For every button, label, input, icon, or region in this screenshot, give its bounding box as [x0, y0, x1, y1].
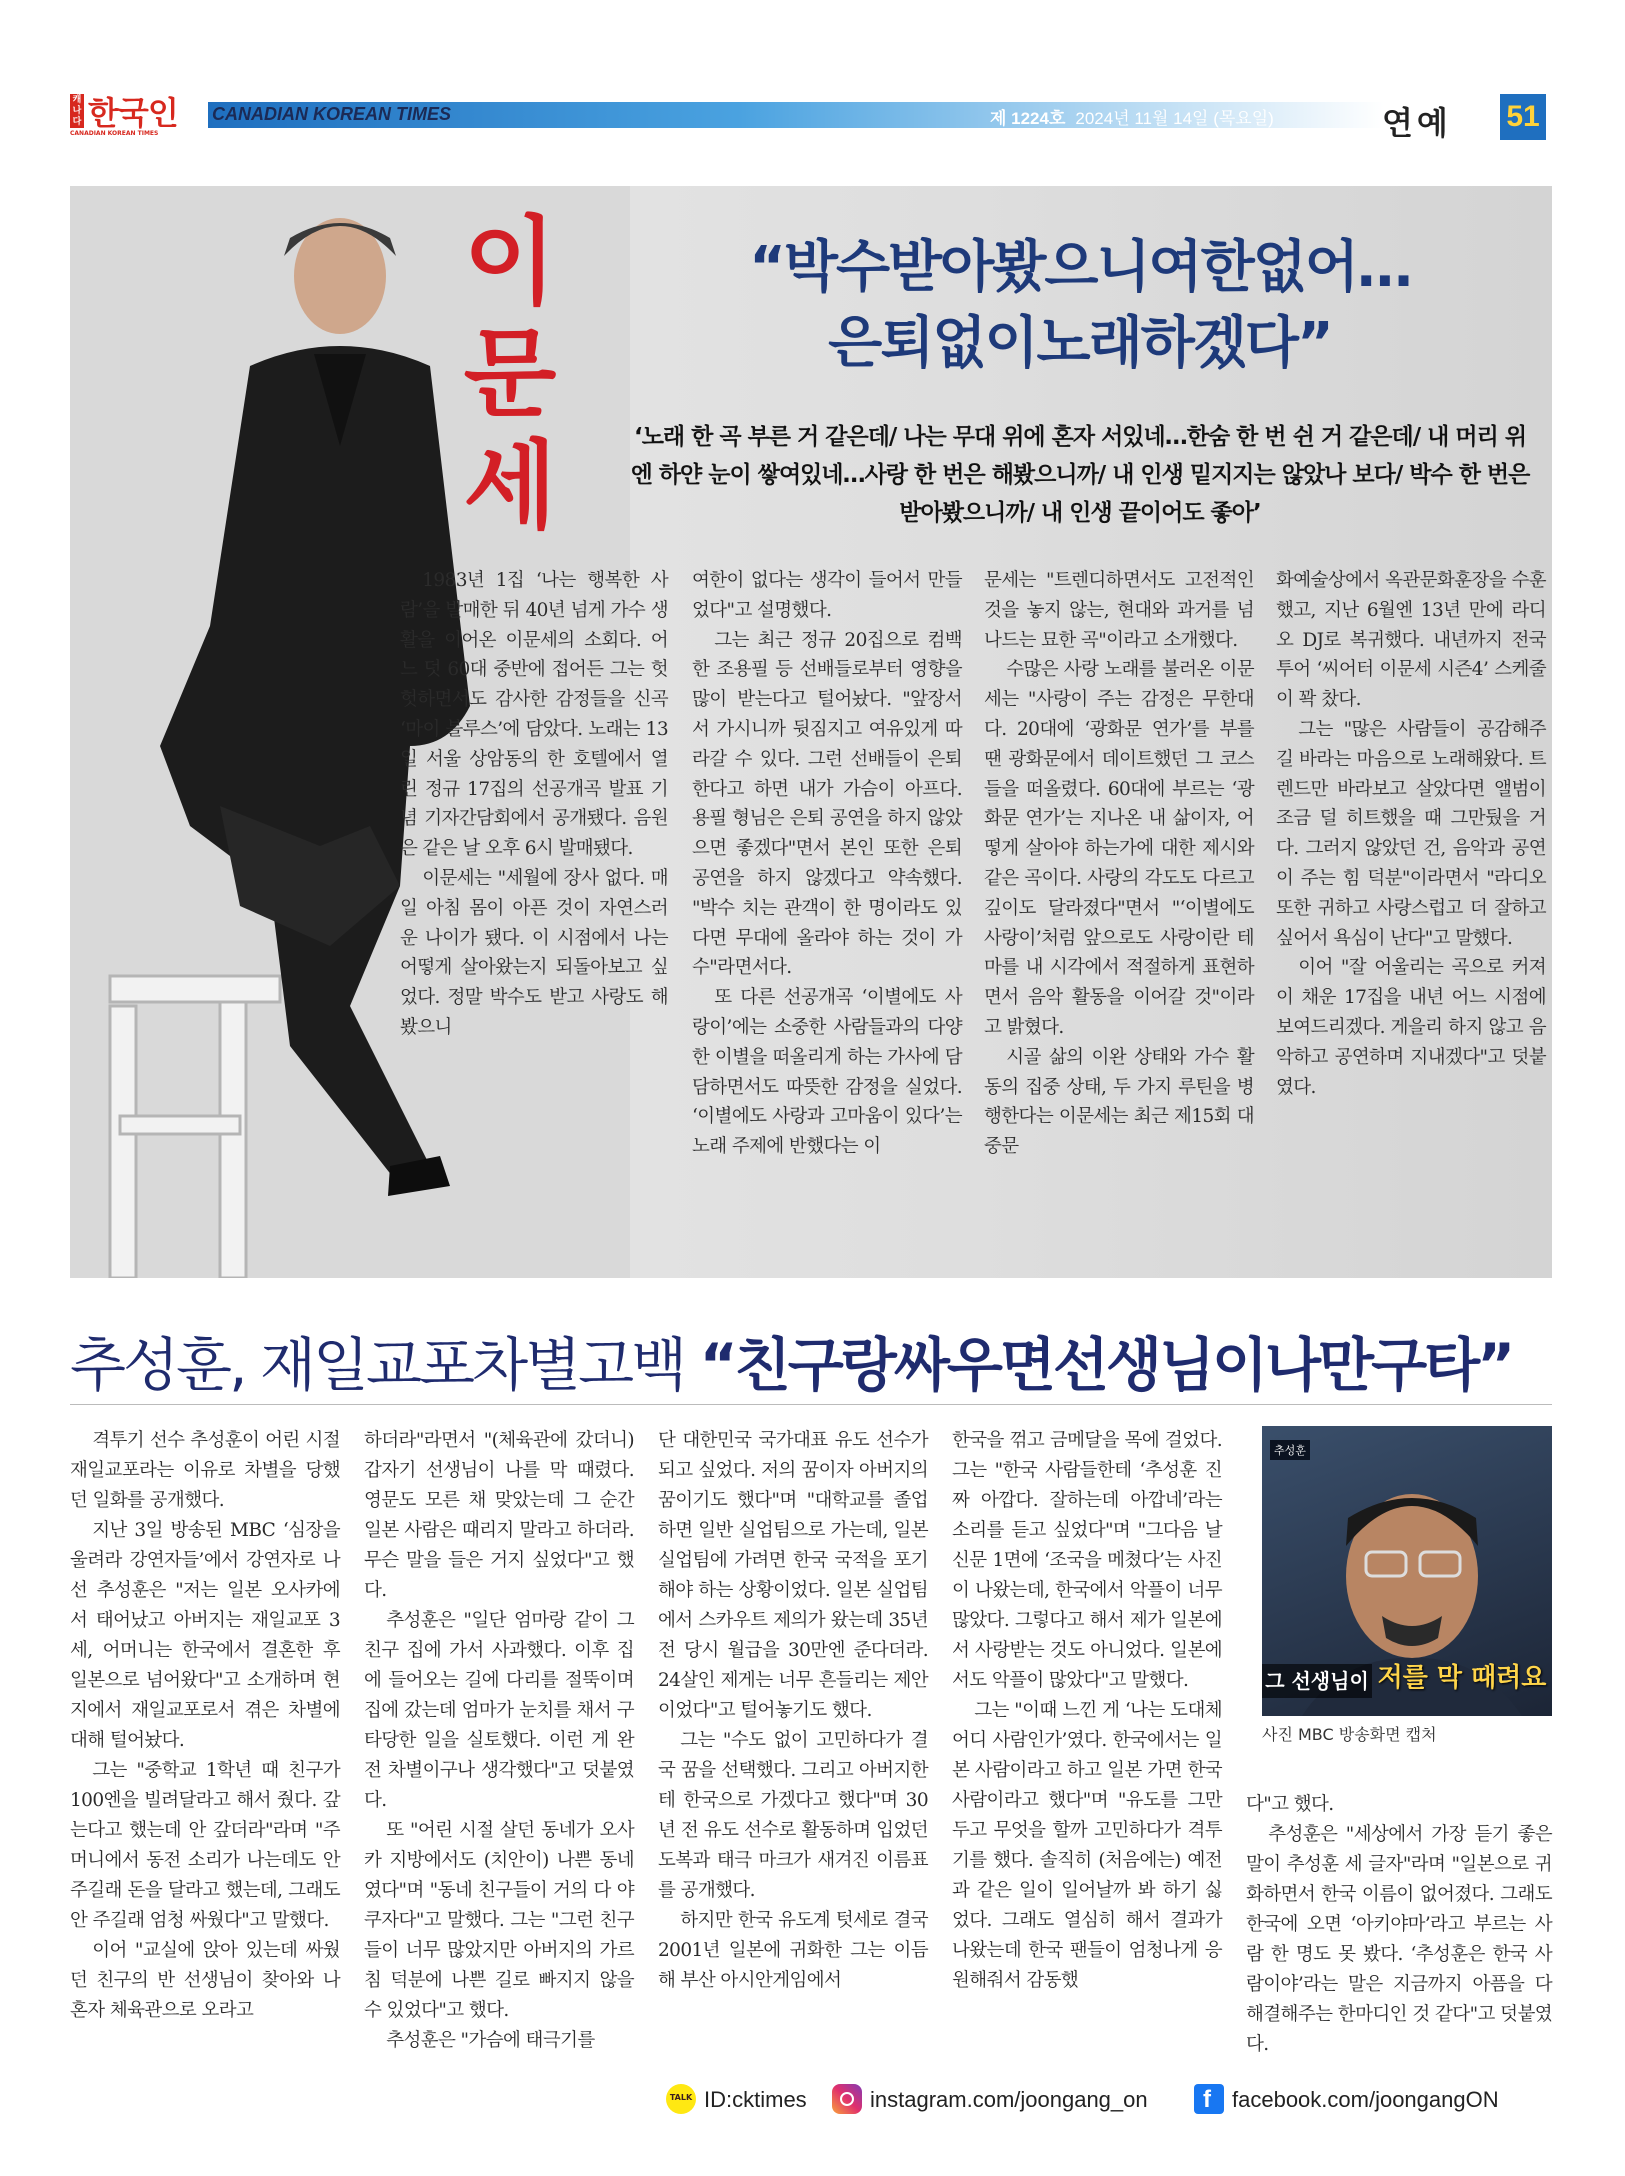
- feature-paragraph: 이어 "잘 어울리는 곡으로 커져이 채운 17집을 내년 어느 시점에 보여드리겠다. 게을리 하지 않고 음악하고 공연하며 지내겠다"고 덧붙였다.: [1276, 957, 1546, 1098]
- feature-paragraph: 또 다른 선공개곡 ‘이별에도 사랑이’에는 소중한 사람들과의 다양한 이별을 떠올리게 하는 가사에 담담하면서도 따뜻한 감정을 실었다. ‘이별에도 사랑과 고마움이 있다’는 노래 주제에 반했다는 이: [692, 987, 962, 1158]
- kakaotalk-icon: [666, 2084, 696, 2114]
- instagram-url: instagram.com/joongang_on: [870, 2087, 1148, 2112]
- story2-paragraph: 추성훈은 "일단 엄마랑 같이 그 친구 집에 가서 사과했다. 이후 집에 들어오는 길에 다리를 절뚝이며 집에 갔는데 엄마가 눈치를 채서 구타당한 일을 실토했다. 이런 게 완전 차별이구나 생각했다"고 덧붙였다.: [364, 1610, 634, 1811]
- story2-column-5: [1246, 1790, 1552, 2060]
- instagram-link[interactable]: [832, 2080, 1148, 2120]
- feature-paragraph: 화예술상에서 옥관문화훈장을 수훈했고, 지난 6월엔 13년 만에 라디오 DJ로 복귀했다. 내년까지 전국투어 ‘씨어터 이문세 시즌4’ 스케줄이 꽉 찼다.: [1276, 570, 1546, 711]
- story2-paragraph: 하지만 한국 유도계 텃세로 결국 2001년 일본에 귀화한 그는 이듬해 부산 아시안게임에서: [658, 1910, 928, 1991]
- feature-paragraph: 그는 "많은 사람들이 공감해주길 바라는 마음으로 노래해왔다. 트렌드만 바라보고 살았다면 앨범이 조금 덜 히트했을 때 그만뒀을 거다. 그러지 않았던 건, 음악과 공연이 주는 힘 덕분"이라면서 "라디오 또한 귀하고 사랑스럽고 더 잘하고 싶어서 욕심이 난다"고 말했다.: [1276, 718, 1546, 949]
- story2-paragraph: 단 대한민국 국가대표 유도 선수가 되고 싶었다. 저의 꿈이자 아버지의 꿈이기도 했다"며 "대학교를 졸업하면 일반 실업팀으로 가는데, 일본 실업팀에 가려면 한국 국적을 포기해야 하는 상황이었다. 일본 실업팀에서 스카우트 제의가 왔는데 35년 전 당시 월급을 30만엔 준다더라. 24살인 제게는 너무 흔들리는 제안이었다"고 털어놓기도 했다.: [658, 1430, 928, 1721]
- story2-headline-quote: “친구랑싸우면선생님이나만구타”: [699, 1331, 1513, 1399]
- story2-paragraph: 지난 3일 방송된 MBC ‘심장을 울려라 강연자들’에서 강연자로 나선 추성훈은 "저는 일본 오사카에서 태어났고 아버지는 재일교포 3세, 어머니는 한국에서 결혼한 후 일본으로 넘어왔다"고 소개하며 현지에서 재일교포로서 겪은 차별에 대해 털어놨다.: [70, 1520, 340, 1751]
- story2-paragraph: 그는 "이때 느낀 게 ‘나는 도대체 어디 사람인가’였다. 한국에서는 일본 사람이라고 하고 일본 가면 한국 사람이라고 했다"며 "유도를 그만두고 무엇을 할까 고민하다가 격투기를 했다. 솔직히 (처음에는) 예전과 같은 일이 일어날까 봐 하기 싫었다. 그래도 열심히 해서 결과가 나왔는데 한국 팬들이 엄청나게 응원해줘서 감동했: [952, 1700, 1222, 1991]
- feature-column-4: [1276, 566, 1546, 1102]
- story2-paragraph: 그는 "수도 없이 고민하다가 결국 꿈을 선택했다. 그리고 아버지한테 한국으로 가겠다고 했다"며 30년 전 유도 선수로 활동하며 입었던 도복과 태극 마크가 새겨진 이름표를 공개했다.: [658, 1730, 928, 1901]
- page-number: 51: [1500, 94, 1546, 140]
- logo-subtitle: CANADIAN KOREAN TIMES: [70, 130, 159, 137]
- masthead: [70, 92, 1550, 144]
- feature-paragraph: 1983년 1집 ‘나는 행복한 사람’을 발매한 뒤 40년 넘게 가수 생활을 이어온 이문세의 소회다. 어느 덧 60대 중반에 접어든 그는 헛헛하면서도 감사한 감정들을 신곡 ‘마이 블루스’에 담았다. 노래는 13일 서울 상암동의 한 호텔에서 열린 정규 17집의 선공개곡 발표 기념 기자간담회에서 공개됐다. 음원은 같은 날 오후 6시 발매됐다.: [400, 570, 668, 860]
- feature-paragraph: 시골 삶의 이완 상태와 가수 활동의 집중 상태, 두 가지 루틴을 병행한다는 이문세는 최근 제15회 대중문: [984, 1046, 1254, 1158]
- photo-name-tag: 추성훈: [1270, 1440, 1310, 1460]
- feature-column-1: [400, 566, 668, 1043]
- photo-subtitle-2: 저를 막 때려요: [1377, 1663, 1547, 1693]
- story2-paragraph: 다"고 했다.: [1246, 1794, 1334, 1815]
- story2-paragraph: 또 "어린 시절 살던 동네가 오사카 지방에서도 (치안이) 나쁜 동네였다"며 "동네 친구들이 거의 다 야쿠자다"고 말했다. 그는 "그런 친구들이 너무 많았지만 아버지의 가르침 덕분에 나쁜 길로 빠지지 않을 수 있었다"고 했다.: [364, 1820, 634, 2021]
- kakao-id: ID:cktimes: [704, 2087, 807, 2112]
- facebook-url: facebook.com/joongangON: [1232, 2087, 1499, 2112]
- feature-headline-line2: 은퇴없이노래하겠다”: [828, 311, 1332, 376]
- section-title: 연예: [1382, 104, 1452, 142]
- photo-caption: 사진 MBC 방송화면 캡처: [1262, 1725, 1437, 1744]
- feature-paragraph: 수많은 사랑 노래를 불러온 이문세는 "사랑이 주는 감정은 무한대다. 20대에 ‘광화문 연가’를 부를 땐 광화문에서 데이트했던 그 코스들을 떠올렸다. 60대에 부르는 ‘광화문 연가’는 지나온 내 삶이자, 어떻게 살아야 하는가에 대한 제시와 같은 곡이다. 사랑의 각도도 다르고 깊이도 달라졌다"면서 "‘이별에도 사랑이’처럼 앞으로도 사랑이란 테마를 내 시각에서 적절하게 표현하면서 음악 활동을 이어갈 것"이라고 밝혔다.: [984, 659, 1254, 1038]
- story2-column-1: [70, 1426, 340, 2026]
- newspaper-logo: [70, 94, 200, 138]
- logo-vertical-label: 캐나다: [70, 94, 84, 128]
- story2-paragraph: 추성훈은 "가슴에 태극기를: [386, 2030, 595, 2051]
- story2-headline-lead: 추성훈, 재일교포차별고백: [70, 1331, 700, 1399]
- story2-paragraph: 하더라"라면서 "(체육관에 갔더니) 갑자기 선생님이 나를 막 때렸다. 영문도 모른 채 맞았는데 그 순간 일본 사람은 때리지 말라고 하더라. 무슨 말을 들은 거지 싶었다"고 했다.: [364, 1430, 634, 1601]
- feature-paragraph: 그는 최근 정규 20집으로 컴백한 조용필 등 선배들로부터 영향을 많이 받는다고 털어놨다. "앞장서서 가시니까 뒷짐지고 여유있게 따라갈 수 있다. 그런 선배들이 은퇴한다고 하면 내가 가슴이 아프다. 용필 형님은 은퇴 공연을 하지 않았으면 좋겠다"면서 본인 또한 은퇴 공연을 하지 않겠다고 약속했다. "박수 치는 관객이 한 명이라도 있다면 무대에 올라야 하는 것이 가수"라면서다.: [692, 629, 962, 979]
- vertical-name: 이문세: [463, 205, 557, 542]
- story2-column-4: [952, 1426, 1222, 1996]
- story2-paragraph: 추성훈은 "세상에서 가장 듣기 좋은 말이 추성훈 세 글자"라며 "일본으로 귀화하면서 한국 이름이 없어졌다. 그래도 한국에 오면 ‘아키야마’라고 부르는 사람 한 명도 못 봤다. ‘추성훈은 한국 사람이야’라는 말은 지금까지 아픔을 다 해결해주는 한마디인 것 같다"고 덧붙였다.: [1246, 1824, 1552, 2055]
- facebook-icon: [1194, 2084, 1224, 2114]
- feature-column-2: [692, 566, 962, 1162]
- feature-headline: [630, 230, 1530, 382]
- photo-subtitle-1: 그 선생님이: [1262, 1664, 1372, 1698]
- feature-column-3: [984, 566, 1254, 1162]
- issue-date: 2024년 11월 14일 (목요일): [1075, 109, 1274, 128]
- logo-wordmark: 한국인: [88, 94, 178, 132]
- facebook-link[interactable]: [1194, 2080, 1499, 2120]
- instagram-icon: [832, 2084, 862, 2114]
- feature-story: [70, 186, 1552, 1278]
- paper-name: CANADIAN KOREAN TIMES: [212, 104, 452, 124]
- story2-headline: [70, 1318, 1552, 1402]
- story2-paragraph: 그는 "중학교 1학년 때 친구가 100엔을 빌려달라고 해서 줬다. 갚는다고 했는데 안 갚더라"라며 "주머니에서 동전 소리가 나는데도 안 주길래 돈을 달라고 했는데, 그래도 안 주길래 엄청 싸웠다"고 말했다.: [70, 1760, 340, 1931]
- issue-info: [990, 104, 1274, 129]
- feature-paragraph: 이문세는 "세월에 장사 없다. 매일 아침 몸이 아픈 것이 자연스러운 나이가 됐다. 이 시점에서 나는 어떻게 살아왔는지 되돌아보고 싶었다. 정말 박수도 받고 사랑도 해봤으니: [400, 867, 668, 1038]
- feature-paragraph: 여한이 없다는 생각이 들어서 만들었다"고 설명했다.: [692, 570, 962, 621]
- social-footer: [666, 2080, 1566, 2120]
- story2-paragraph: 한국을 꺾고 금메달을 목에 걸었다. 그는 "한국 사람들한테 ‘추성훈 진짜 아깝다. 잘하는데 아깝네’라는 소리를 듣고 싶었다"며 "그다음 날 신문 1면에 ‘조국을 메쳤다’는 사진이 나왔는데, 한국에서 악플이 너무 많았다. 그렇다고 해서 제가 일본에서 사랑받는 것도 아니었다. 일본에서도 악플이 많았다"고 말했다.: [952, 1430, 1222, 1691]
- story2-column-3: [658, 1426, 928, 1996]
- story2-divider: [70, 1404, 1552, 1405]
- story2-paragraph: 격투기 선수 추성훈이 어린 시절 재일교포라는 이유로 차별을 당했던 일화를 공개했다.: [70, 1430, 340, 1511]
- feature-headline-line1: “박수받아봤으니여한없어…: [749, 235, 1411, 300]
- feature-paragraph: 문세는 "트렌디하면서도 고전적인 것을 놓지 않는, 현대와 과거를 넘나드는 묘한 곡"이라고 소개했다.: [984, 570, 1254, 651]
- feature-deck: ‘노래 한 곡 부른 거 같은데/ 나는 무대 위에 혼자 서있네…한숨 한 번 쉰 거 같은데/ 내 머리 위엔 하얀 눈이 쌓여있네…사랑 한 번은 해봤으니까/ 내 인생 밑지지는 않았나 보다/ 박수 한 번은 받아봤으니까/ 내 인생 끝이어도 좋아’: [630, 424, 1530, 526]
- story2-paragraph: 이어 "교실에 앉아 있는데 싸웠던 친구의 반 선생님이 찾아와 나 혼자 체육관으로 오라고: [70, 1940, 340, 2021]
- issue-number: 제 1224호: [990, 109, 1066, 128]
- story2-photo: [1262, 1426, 1552, 1716]
- kakao-link[interactable]: [666, 2080, 807, 2120]
- story2-column-2: [364, 1426, 634, 2056]
